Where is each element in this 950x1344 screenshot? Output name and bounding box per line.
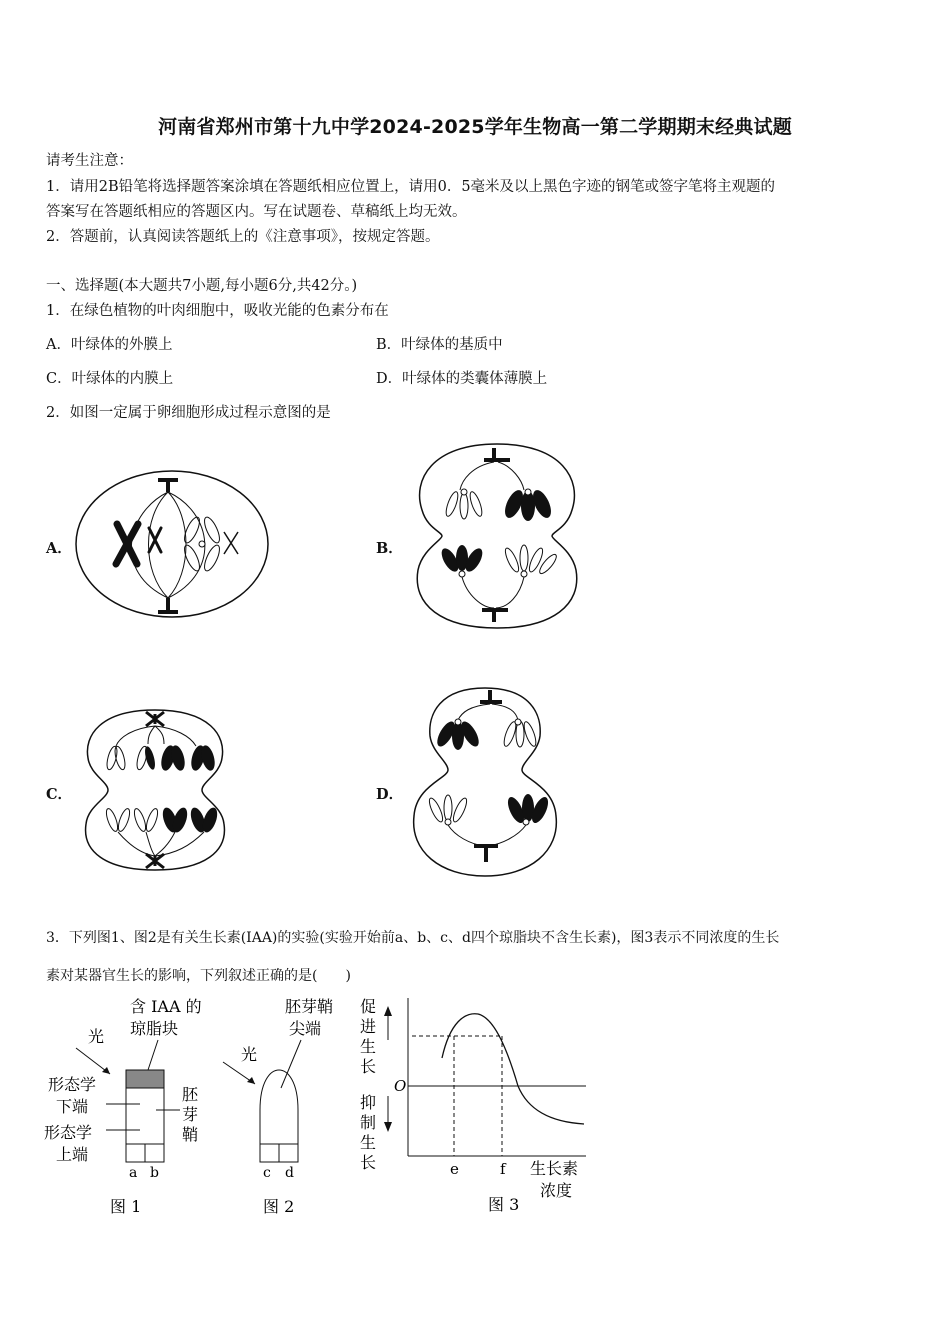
- fig3-origin: O: [394, 1077, 407, 1095]
- fig1-caption: 图 1: [110, 1197, 142, 1216]
- fig2-tip-label-1: 胚芽鞘: [285, 997, 334, 1016]
- section-heading: 一、选择题(本大题共7小题,每小题6分,共42分。): [46, 278, 358, 294]
- q1-option-c: C．叶绿体的内膜上: [46, 371, 174, 387]
- q2-label-b: B．: [376, 540, 403, 557]
- fig3-xlabel-2: 浓度: [540, 1181, 573, 1200]
- fig3-xlabel-1: 生长素: [530, 1159, 579, 1178]
- fig3-inhibit-1: 抑: [360, 1093, 377, 1112]
- fig1-embryo-1: 胚: [182, 1085, 199, 1104]
- fig1-morph-lower-2: 下端: [56, 1097, 89, 1116]
- fig3-e: e: [450, 1160, 459, 1178]
- figure-3-graph: [350, 992, 600, 1222]
- fig1-block-label-2: 琼脂块: [130, 1019, 179, 1038]
- fig1-morph-upper-1: 形态学: [44, 1123, 93, 1142]
- q2-stem: 2．如图一定属于卵细胞形成过程示意图的是: [46, 405, 331, 421]
- fig1-a: a: [129, 1165, 138, 1181]
- notice-line-1b: 答案写在答题纸相应的答题区内。写在试题卷、草稿纸上均无效。: [46, 204, 467, 220]
- fig1-light-label: 光: [88, 1027, 105, 1046]
- fig2-c: c: [263, 1165, 271, 1181]
- fig1-morph-lower-1: 形态学: [48, 1075, 97, 1094]
- figure-2-diagram: [215, 992, 355, 1222]
- notice-line-2: 2．答题前，认真阅读答题纸上的《注意事项》，按规定答题。: [46, 229, 440, 245]
- figure-1-diagram: [40, 992, 230, 1222]
- q1-stem: 1．在绿色植物的叶肉细胞中，吸收光能的色素分布在: [46, 303, 389, 319]
- cell-diagram-a: [72, 462, 272, 622]
- fig1-embryo-2: 芽: [182, 1105, 199, 1124]
- fig1-b: b: [150, 1165, 159, 1181]
- fig2-light-label: 光: [241, 1045, 258, 1064]
- q2-label-c: C．: [46, 786, 73, 803]
- q1-option-b: B．叶绿体的基质中: [376, 337, 503, 353]
- cell-diagram-c: [80, 706, 230, 874]
- fig3-caption: 图 3: [488, 1195, 520, 1214]
- q2-label-d: D．: [376, 786, 404, 803]
- fig3-inhibit-4: 长: [360, 1153, 377, 1172]
- notice-line-1a: 1．请用2B铅笔将选择题答案涂填在答题纸相应位置上，请用0．5毫米及以上黑色字迹的钢笔或签字笔将主观题的: [46, 179, 776, 195]
- q3-stem-b: 素对某器官生长的影响，下列叙述正确的是( ): [46, 968, 351, 984]
- fig3-inhibit-2: 制: [360, 1113, 377, 1132]
- fig3-promote-3: 生: [360, 1037, 377, 1056]
- notice-heading: 请考生注意：: [46, 153, 133, 169]
- fig3-promote-4: 长: [360, 1057, 377, 1076]
- q1-option-a: A．叶绿体的外膜上: [46, 337, 173, 353]
- fig2-d: d: [285, 1165, 294, 1181]
- q3-stem-a: 3．下列图1、图2是有关生长素(IAA)的实验(实验开始前a、b、c、d四个琼脂块不含生长素)，图3表示不同浓度的生长: [46, 930, 780, 946]
- fig3-promote-2: 进: [360, 1017, 377, 1036]
- fig2-caption: 图 2: [263, 1197, 295, 1216]
- cell-diagram-d: [410, 686, 560, 878]
- fig2-tip-label-2: 尖端: [289, 1019, 322, 1038]
- fig3-f: f: [500, 1160, 506, 1178]
- cell-diagram-b: [412, 440, 582, 632]
- q1-option-d: D．叶绿体的类囊体薄膜上: [376, 371, 548, 387]
- fig1-morph-upper-2: 上端: [56, 1145, 89, 1164]
- fig3-promote-1: 促: [360, 997, 377, 1016]
- fig3-inhibit-3: 生: [360, 1133, 377, 1152]
- q2-label-a: A．: [46, 540, 72, 557]
- fig1-embryo-3: 鞘: [182, 1125, 199, 1144]
- fig1-block-label-1: 含 IAA 的: [130, 997, 202, 1016]
- page-title: 河南省郑州市第十九中学2024-2025学年生物高一第二学期期末经典试题: [158, 116, 792, 138]
